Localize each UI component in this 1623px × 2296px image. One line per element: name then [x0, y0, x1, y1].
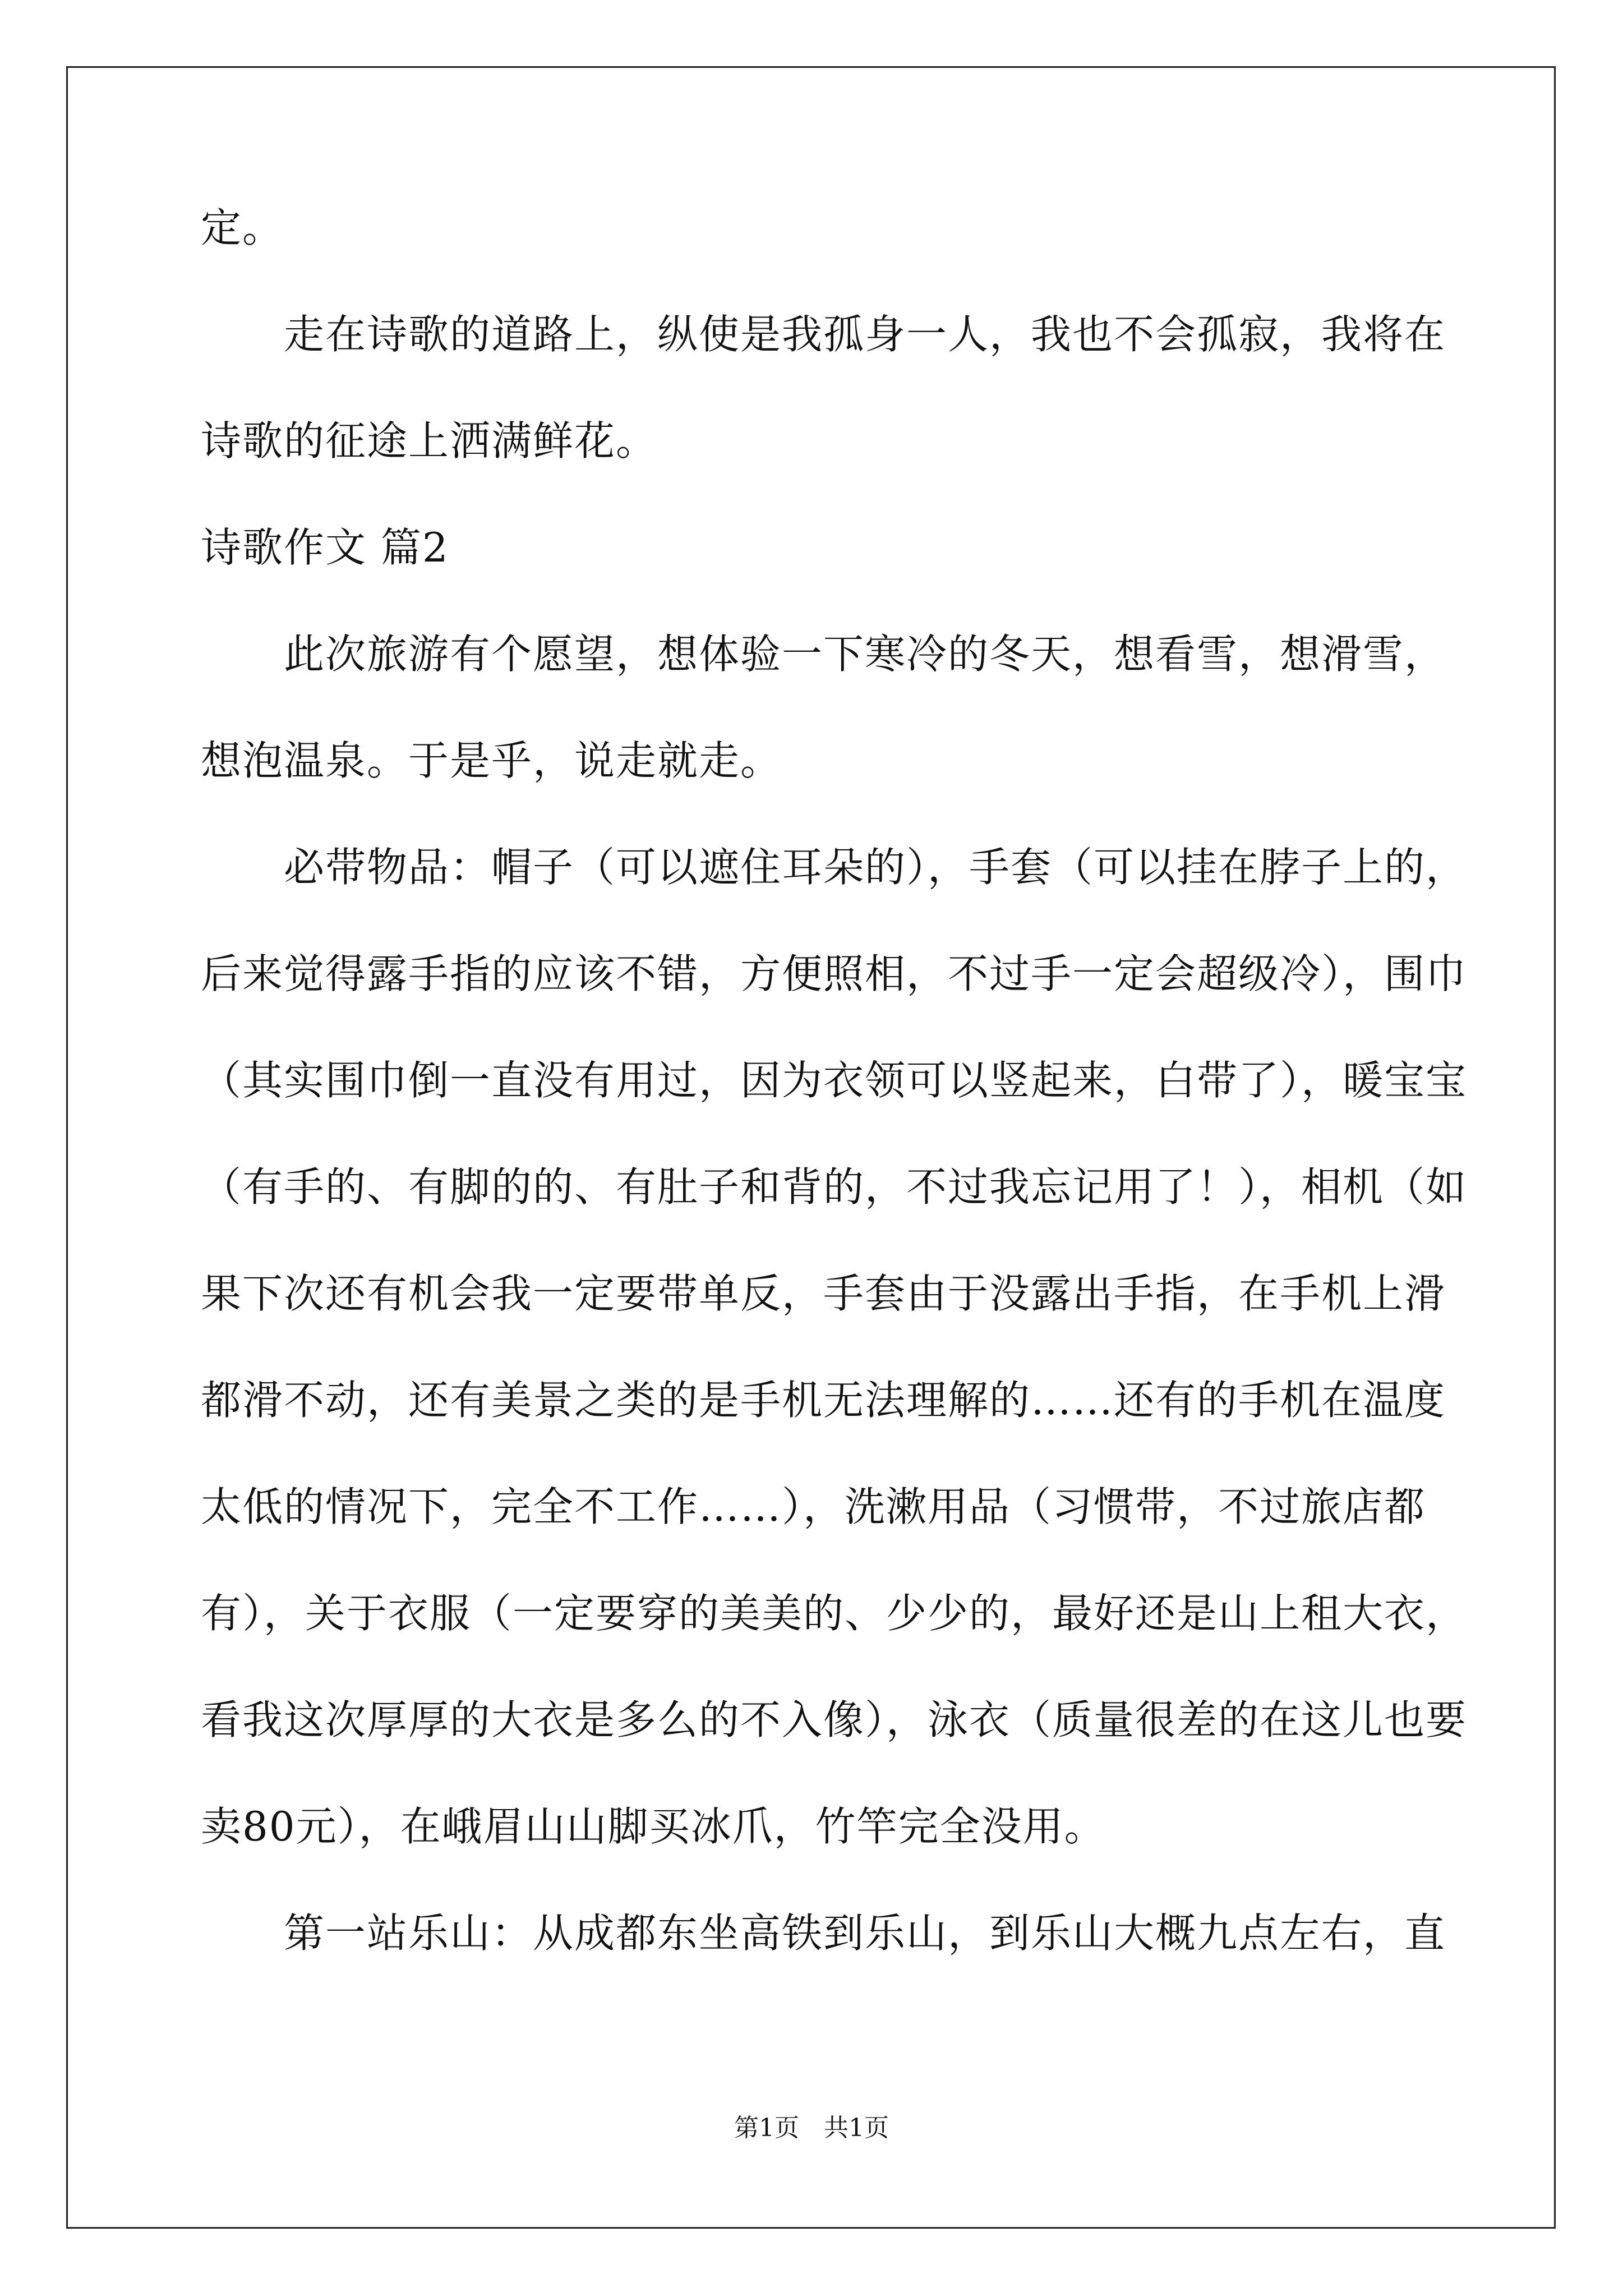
text-line: 此次旅游有个愿望，想体验一下寒冷的冬天，想看雪，想滑雪， — [201, 631, 1446, 678]
text-line: 定。 — [201, 204, 284, 251]
text-line: 必带物品：帽子（可以遮住耳朵的），手套（可以挂在脖子上的， — [201, 844, 1468, 891]
text-line: 有），关于衣服（一定要穿的美美的、少少的，最好还是山上租大衣， — [201, 1590, 1468, 1637]
text-line: 果下次还有机会我一定要带单反，手套由于没露出手指，在手机上滑 — [201, 1270, 1446, 1317]
section-heading: 诗歌作文 篇2 — [201, 524, 449, 571]
text-line: 第一站乐山：从成都东坐高铁到乐山，到乐山大概九点左右，直 — [201, 1910, 1446, 1957]
text-line: 看我这次厚厚的大衣是多么的不入像），泳衣（质量很差的在这儿也要 — [201, 1696, 1468, 1743]
text-line: 太低的情况下，完全不工作……），洗漱用品（习惯带，不过旅店都 — [201, 1483, 1426, 1530]
page-border — [66, 66, 1556, 2229]
page-number-footer: 第1页 共1页 — [734, 2114, 889, 2142]
text-line: 卖80元），在峨眉山山脚买冰爪，竹竿完全没用。 — [201, 1803, 1106, 1850]
text-line: 走在诗歌的道路上，纵使是我孤身一人，我也不会孤寂，我将在 — [201, 311, 1446, 358]
text-line: （其实围巾倒一直没有用过，因为衣领可以竖起来，白带了），暖宝宝 — [201, 1057, 1468, 1104]
text-line: 都滑不动，还有美景之类的是手机无法理解的……还有的手机在温度 — [201, 1377, 1446, 1424]
text-line: 想泡温泉。于是乎，说走就走。 — [201, 737, 782, 784]
text-line: （有手的、有脚的的、有肚子和背的，不过我忘记用了！），相机（如 — [201, 1163, 1468, 1211]
text-line: 诗歌的征途上洒满鲜花。 — [201, 417, 658, 464]
text-line: 后来觉得露手指的应该不错，方便照相，不过手一定会超级冷），围巾 — [201, 950, 1468, 997]
